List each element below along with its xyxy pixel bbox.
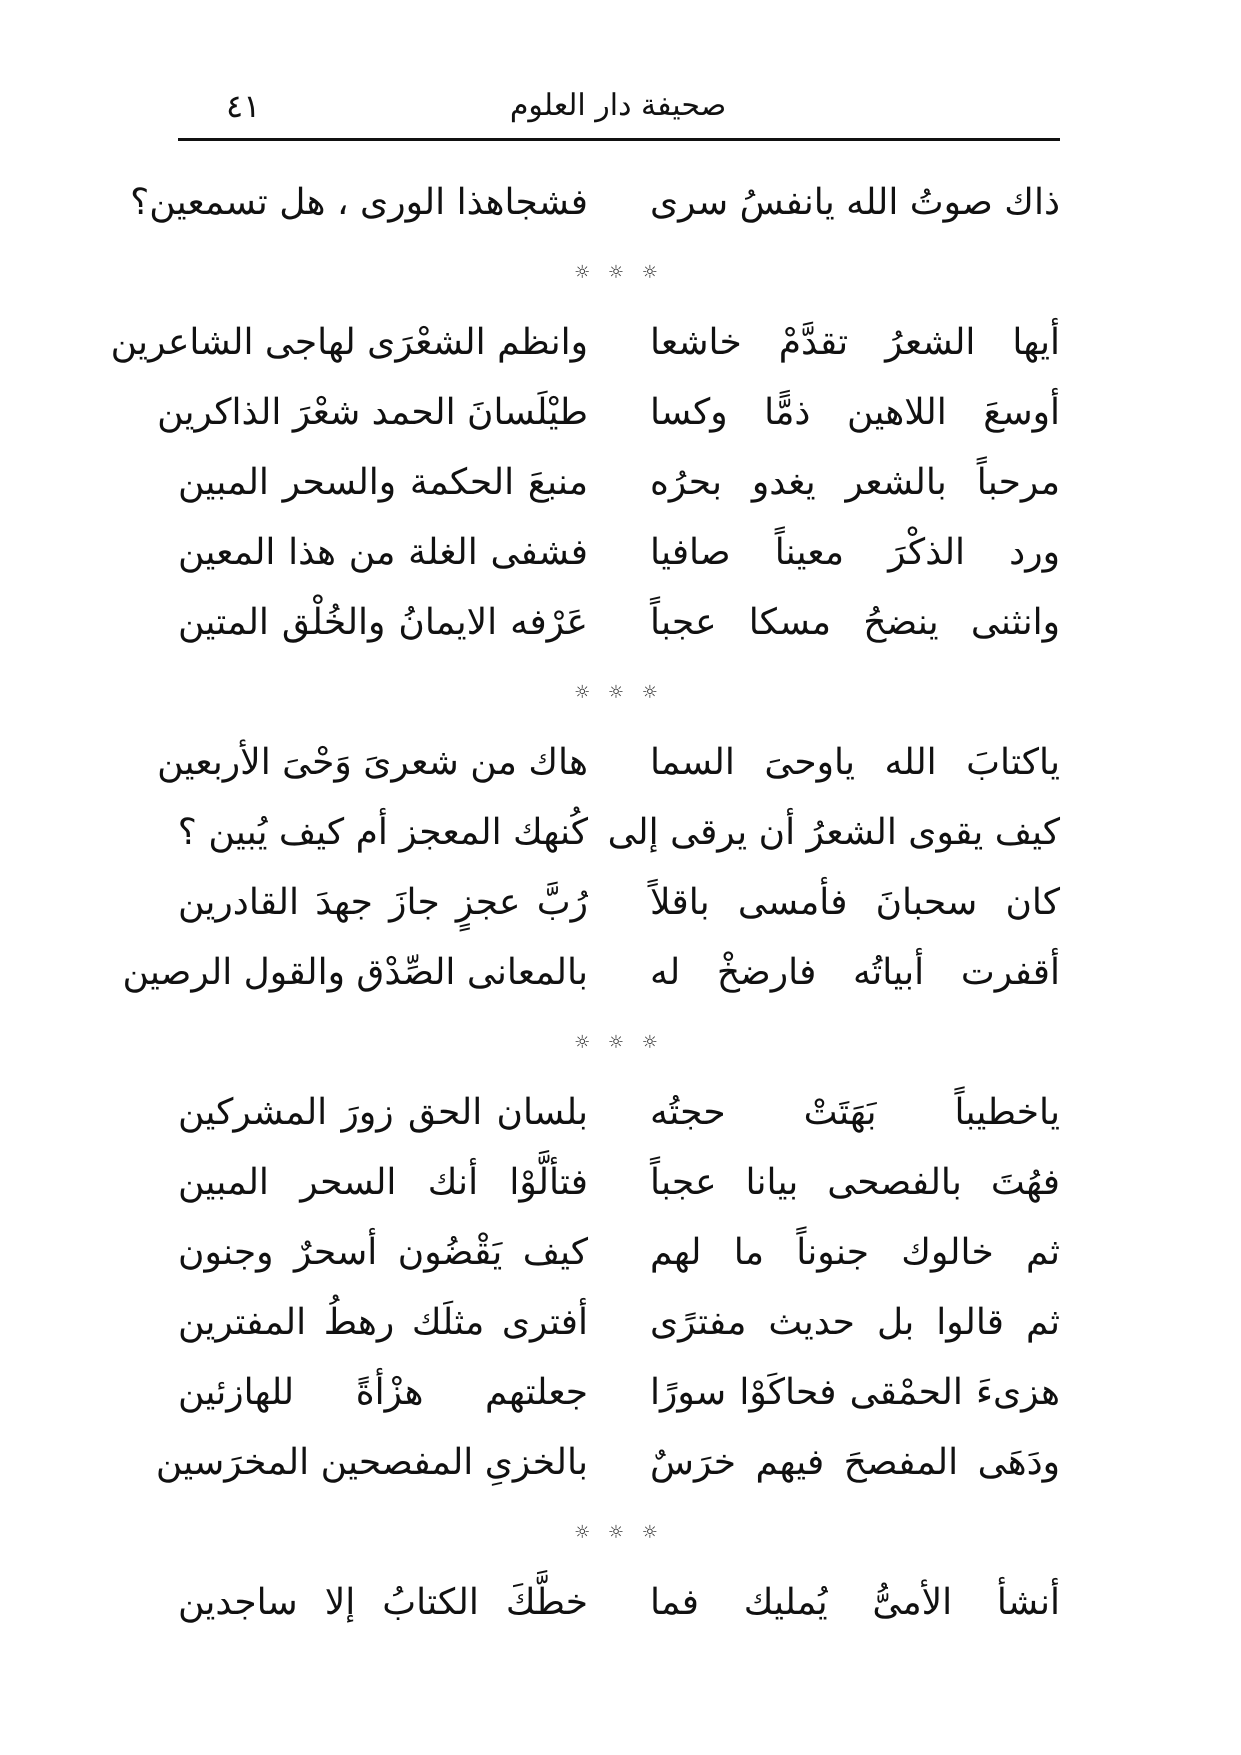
second-hemistich: رُبَّ عجزٍ جازَ جهدَ القادرين <box>178 882 588 923</box>
section-separator: ☼ ☼ ☼ <box>574 1032 664 1053</box>
second-hemistich: كيف يَقْضُون أسحرٌ وجنون <box>178 1232 588 1273</box>
second-hemistich: عَرْفه الايمانُ والخُلْق المتين <box>178 602 588 643</box>
verse-line <box>178 448 1060 518</box>
stanza <box>178 1568 1060 1638</box>
running-title: صحيفة دار العلوم <box>509 88 727 123</box>
verse-line <box>130 168 1060 238</box>
verse-line <box>178 1288 1060 1358</box>
verse-line <box>178 1568 1060 1638</box>
second-hemistich: بالمعانى الصِّدْق والقول الرصين <box>122 952 588 993</box>
second-hemistich: جعلتهم هزْأةً للهازئين <box>178 1372 588 1413</box>
first-hemistich: أيها الشعرُ تقدَّمْ خاشعا <box>650 322 1060 363</box>
section-separator: ☼ ☼ ☼ <box>574 262 664 283</box>
second-hemistich: كُنهك المعجز أم كيف يُبين ؟ <box>177 812 588 853</box>
first-hemistich: ياخطيباً بَهَتَتْ حجتُه <box>650 1092 1060 1133</box>
first-hemistich: كان سحبانَ فأمسى باقلاً <box>650 882 1060 923</box>
first-hemistich: أنشأ الأمىُّ يُمليك فما <box>650 1582 1060 1623</box>
first-hemistich: أقفرت أبياتُه فارضخْ له <box>650 952 1060 993</box>
first-hemistich: ورد الذكْرَ معيناً صافيا <box>650 532 1060 573</box>
verse-line <box>178 588 1060 658</box>
second-hemistich: بالخزىِ المفصحين المخرَسين <box>155 1442 588 1483</box>
stanza <box>122 728 1060 1008</box>
stanza <box>155 1078 1060 1498</box>
first-hemistich: ودَهَى المفصحَ فيهم خرَسٌ <box>650 1442 1060 1483</box>
first-hemistich: ثم قالوا بل حديث مفترًى <box>650 1302 1060 1343</box>
section-separator: ☼ ☼ ☼ <box>574 682 664 703</box>
verse-line <box>110 308 1060 378</box>
first-hemistich: وانثنى ينضحُ مسكا عجباً <box>650 602 1060 643</box>
verse-line <box>178 1218 1060 1288</box>
second-hemistich: هاك من شعرىَ وَحْىَ الأربعين <box>157 742 588 783</box>
second-hemistich: فتألَّوْا أنك السحر المبين <box>178 1162 588 1203</box>
section-separator: ☼ ☼ ☼ <box>574 1522 664 1543</box>
verse-line <box>178 518 1060 588</box>
page-number: ٤١ <box>226 87 261 125</box>
second-hemistich: فشفى الغلة من هذا المعين <box>178 532 588 573</box>
second-hemistich: خطَّكَ الكتابُ إلا ساجدين <box>178 1582 588 1623</box>
verse-line <box>178 798 1060 868</box>
verse-line <box>178 1148 1060 1218</box>
first-hemistich: ذاك صوتُ الله يانفسُ سرى <box>649 182 1060 223</box>
second-hemistich: أفترى مثلَك رهطُ المفترين <box>178 1302 588 1343</box>
second-hemistich: منبعَ الحكمة والسحر المبين <box>178 462 588 503</box>
verse-line <box>157 728 1060 798</box>
poem-body <box>110 168 1060 1638</box>
page-header <box>178 78 1058 138</box>
second-hemistich: وانظم الشعْرَى لهاجى الشاعرين <box>110 322 588 363</box>
first-hemistich: ثم خالوك جنوناً ما لهم <box>650 1232 1060 1273</box>
second-hemistich: طيْلَسانَ الحمد شعْرَ الذاكرين <box>157 392 588 433</box>
second-hemistich: بلسان الحق زورَ المشركين <box>178 1092 588 1133</box>
verse-line <box>178 868 1060 938</box>
first-hemistich: ياكتابَ الله ياوحىَ السما <box>650 742 1060 783</box>
first-hemistich: فهُتَ بالفصحى بيانا عجباً <box>650 1162 1060 1203</box>
verse-line <box>178 1078 1060 1148</box>
stanza <box>110 308 1060 658</box>
verse-line <box>122 938 1060 1008</box>
first-hemistich: هزىءَ الحمْقى فحاكَوْا سورًا <box>650 1372 1060 1413</box>
verse-line <box>157 378 1060 448</box>
first-hemistich: مرحباً بالشعر يغدو بحرُه <box>650 462 1060 503</box>
verse-line <box>155 1428 1060 1498</box>
second-hemistich: فشجاهذا الورى ، هل تسمعين؟ <box>130 182 588 223</box>
verse-line <box>178 1358 1060 1428</box>
header-rule <box>178 138 1060 141</box>
first-hemistich: أوسعَ اللاهين ذمًّا وكسا <box>650 392 1060 433</box>
first-hemistich: كيف يقوى الشعرُ أن يرقى إلى <box>607 812 1060 853</box>
stanza <box>130 168 1060 238</box>
